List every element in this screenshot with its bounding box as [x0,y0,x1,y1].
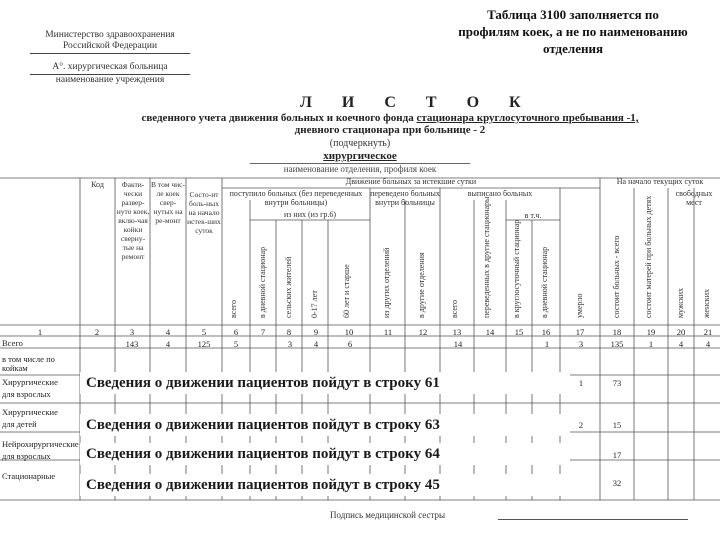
subtitle-part2: дневного стационара при больнице - 2 [294,124,486,136]
row2-cell-18: 15 [612,420,622,430]
total-cell-3: 143 [125,339,139,349]
signature-line [498,519,688,520]
row1-cell-18: 73 [612,378,622,388]
vheader-mothers: состоит матерей при больных детях [644,195,653,318]
subtitle-part1: сведенного учета движения больных и коечного фонда [141,112,414,124]
vheader-to-24h: в круглосуточный стационар [512,219,521,318]
header-discharged: выписано больных [467,189,533,198]
page-title: Л И С Т О К [300,94,534,111]
row1-cell-17: 1 [578,378,584,388]
overlay-callout-61: Сведения о движении пациентов пойдут в строку 61 [80,372,570,394]
header-free-places: свободных мест [675,189,713,207]
overlay-callout-64: Сведения о движении пациентов пойдут в строку 64 [80,443,570,465]
row-label-surg-1b: для взрослых [2,389,51,399]
row-label-surg-1: Хирургические [2,377,58,387]
header-actual-beds: Факти-чески развер-нуто коек, вклю-чая койки сверну-тые на ремонт [116,180,150,261]
header-code: Код [91,180,104,189]
header-transferred-in: переведено больных внутри больницы [370,189,440,207]
colnum-8: 8 [286,327,292,337]
vheader-to-other-hospitals: переведенных в другие стационары [482,196,491,318]
overlay-callout-63: Сведения о движении пациентов пойдут в строку 63 [80,414,570,436]
colnum-17: 17 [575,327,585,337]
vheader-male: мужских [676,287,685,318]
header-collapsed: В том чис-ле коек свер-нутых на ре-монт [151,180,185,225]
colnum-18: 18 [612,327,622,337]
vheader-patients-total: состоит больных - всего [612,235,621,318]
colnum-4: 4 [165,327,171,337]
colnum-14: 14 [485,327,495,337]
subtitle [110,112,670,136]
total-cell-8: 3 [287,339,293,349]
colnum-2: 2 [94,327,100,337]
row2-cell-17: 2 [578,420,584,430]
header-admitted-of: из них (из гр.6) [283,210,337,219]
ministry-underline [30,53,190,54]
institution-caption: наименование учреждения [55,75,165,85]
vheader-day-hospital: в дневной стационар [258,246,267,318]
colnum-10: 10 [344,327,354,337]
colnum-6: 6 [233,327,239,337]
row-label-surg-2b: для детей [2,419,37,429]
colnum-20: 20 [676,327,686,337]
total-cell-21: 4 [705,339,711,349]
colnum-5: 5 [201,327,207,337]
total-cell-16: 1 [544,339,550,349]
vheader-60-plus: 60 лет и старше [342,264,351,318]
row-total-label: Всего [2,338,23,348]
row3-cell-18: 17 [612,450,622,460]
row-label-neuro: Нейрохирургические [2,439,79,449]
group-header-start: На начало текущих суток [616,177,704,186]
header-discharged-incl: в т.ч. [524,211,542,220]
colnum-7: 7 [260,327,266,337]
vheader-discharged-total: всего [450,299,459,318]
row-label-surg-2: Хирургические [2,407,58,417]
vheader-rural: сельских жителей [284,256,293,318]
colnum-19: 19 [646,327,656,337]
group-header-movement: Движение больных за истекшие сутки [345,177,477,186]
total-cell-9: 4 [313,339,319,349]
underline-hint: (подчеркнуть) [329,138,391,149]
ministry-line-1: Министерство здравоохранения [45,30,175,40]
colnum-9: 9 [313,327,319,337]
colnum-21: 21 [703,327,713,337]
row-label-neuro-b: для взрослых [2,451,51,461]
vheader-to-day: в дневной стационар [540,246,549,318]
total-cell-20: 4 [678,339,684,349]
colnum-11: 11 [383,327,393,337]
total-cell-13: 14 [453,339,463,349]
row-label-incl: в том числе по койкам [2,354,55,373]
row4-cell-18: 32 [612,478,622,488]
institution-block [30,30,190,86]
overlay-callout-45: Сведения о движении пациентов пойдут в строку 45 [80,474,570,496]
total-cell-17: 3 [578,339,584,349]
vheader-0-17: 0-17 лет [310,290,319,318]
hospital-name: А°. хирургическая больница [52,62,168,72]
vheader-died: умерло [575,293,584,318]
total-cell-6: 5 [233,339,239,349]
profile-caption: наименование отделения, профиля коек [250,163,470,174]
vheader-from-other: из других отделений [382,247,391,318]
colnum-15: 15 [514,327,524,337]
total-cell-4: 4 [165,339,171,349]
total-cell-10: 6 [347,339,353,349]
vheader-total: всего [229,299,238,318]
total-cell-5: 125 [197,339,211,349]
total-cell-19: 1 [648,339,654,349]
ministry-line-2: Российской Федерации [62,41,158,51]
colnum-1: 1 [37,327,43,337]
colnum-13: 13 [452,327,462,337]
profile-value: хирургическое [323,150,397,162]
header-admitted: поступило больных (без переведенных внутри больницы) [229,189,363,207]
signature-label: Подпись медицинской сестры [330,510,446,520]
profile-note: Таблица 3100 заполняется по профилям коек, а не по наименованию отделения [458,7,688,56]
vheader-female: женских [702,289,711,318]
colnum-16: 16 [541,327,551,337]
total-cell-18: 135 [610,339,624,349]
vheader-to-other: в другие отделения [417,252,426,318]
row-label-inpatient: Стационарные [2,471,56,481]
header-patients-start: Состо-ит боль-ных на начало истек-ших суток [187,190,221,235]
colnum-12: 12 [418,327,428,337]
colnum-3: 3 [129,327,135,337]
subtitle-emphasis: стационара круглосуточного пребывания -1, [416,112,639,124]
